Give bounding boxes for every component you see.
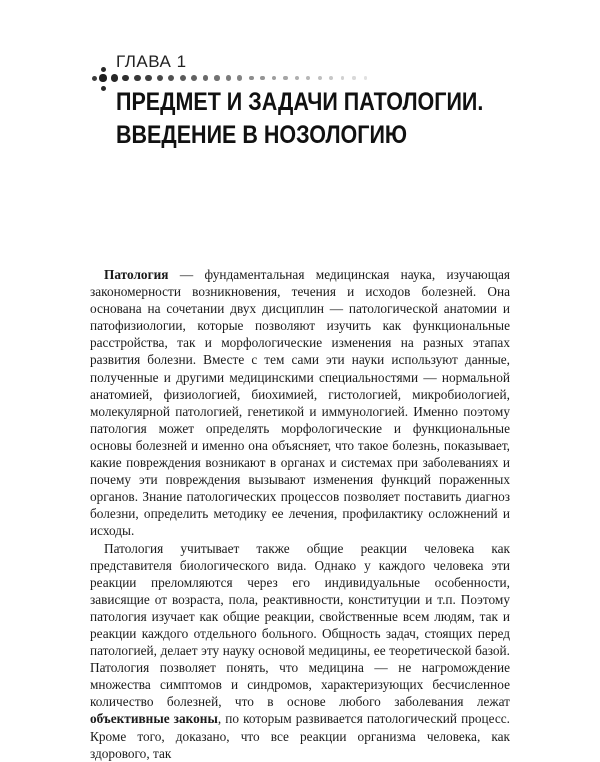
ornament-dot [191,75,197,81]
ornament-dot [272,76,277,81]
ornament-dot [111,74,118,81]
ornament-dot [168,75,174,81]
paragraph-2 [90,540,510,762]
ornament-dot [180,75,186,81]
chapter-title [116,86,494,152]
paragraph-1-text: — фундаментальная медицинская наука, изучающая закономерности возникновения, течения и исходов болезней. Она основана на сочетании двух дисциплин — патологической анатомии и патофизиологии, которые позволяют изучить как функциональные расстройства, так и морфологические изменения на разных этапах развития болезни. Вместе с тем сами эти науки используют данные, полученные и другими медицинскими специальностями — нормальной анатомией, физиологией, биохимией, гистологией, микробиологией, молекулярной патологией, генетикой и иммунологией. Именно поэтому патология может определять морфологические и функциональные основы болезней и именно она объясняет, что такое болезнь, показывает, какие повреждения возникают в органах и системах при заболеваниях и почему эти повреждения вызывают изменения функций пораженных органов. Знание патологических процессов позволяет поставить диагноз болезни, определить методику ее лечения, профилактику осложнений и исходы. [90,267,510,539]
body-text [90,266,510,762]
ornament-dot [101,67,106,72]
chapter-title-line-1: ПРЕДМЕТ И ЗАДАЧИ ПАТОЛОГИИ. [116,88,484,116]
paragraph-2-tail: , по которым развивается патологический процесс. Кроме того, доказано, что все реакции организма человека, как здорового, так [90,711,511,761]
ornament-dot [99,74,106,81]
paragraph-2-text: Патология учитывает также общие реакции человека как представителя биологического вида. Однако у каждого человека эти реакции преломляются через его индивидуальные особенности, зависящие от возраста, пола, реактивности, конституции и т.п. Поэтому патология изучает как общие реакции, свойственные всем людям, так и реакции каждого отдельного больного. Общность задач, стоящих перед патологией, делает эту науку основой медицины, ее теоретической базой. Патология позволяет понять, что медицина — не нагромождение множества симптомов и синдромов, характеризующих бесчисленное количество болезней, что в основе любого заболевания лежат [90,540,510,710]
ornament-dot [341,76,345,80]
ornament-dot [122,75,129,82]
term-objective-laws: объективные законы [90,711,218,727]
ornament-dot [249,76,254,81]
ornament-dot [214,75,220,81]
ornament-dot [92,76,97,81]
ornament-dot [318,76,322,80]
ornament-dot [352,76,355,79]
chapter-label: ГЛАВА 1 [116,52,187,71]
ornament-dot [260,76,265,81]
ornament-dot [157,75,163,81]
ornament-dot [145,75,152,82]
ornament-dot [203,75,209,81]
ornament-dot [101,86,106,91]
ornament-dot [364,76,367,79]
ornament-dot [306,76,310,80]
term-pathology: Патология [104,267,169,282]
ornament-dot [295,76,299,80]
chapter-title-line-2: ВВЕДЕНИЕ В НОЗОЛОГИЮ [116,121,408,149]
ornament-dot [237,75,242,80]
ornament-dot [134,75,141,82]
paragraph-1 [90,266,510,540]
ornament-dot [329,76,333,80]
ornament-dot [283,76,287,80]
ornament-dot [226,75,231,80]
